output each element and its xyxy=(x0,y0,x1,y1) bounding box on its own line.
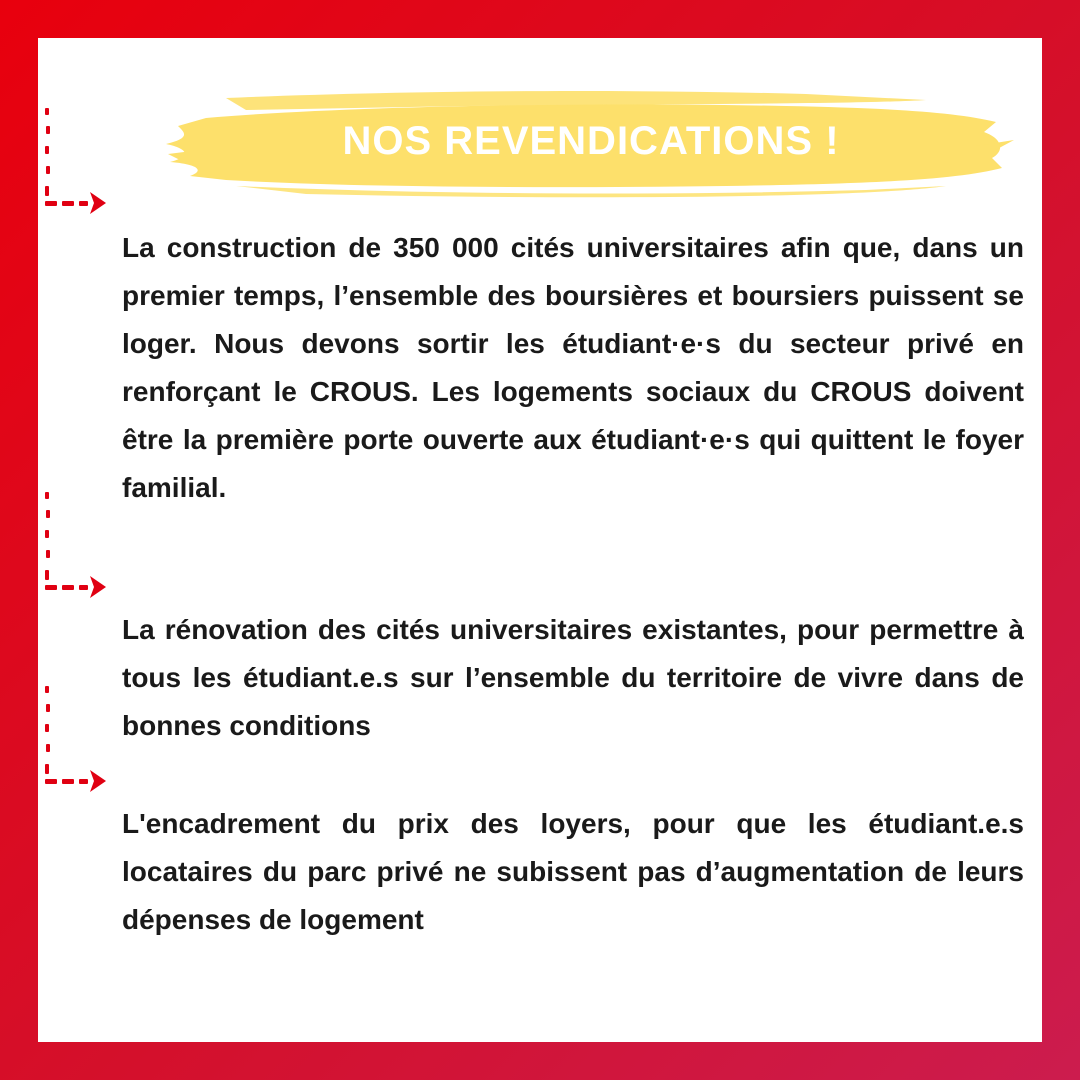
title-banner xyxy=(166,88,1016,198)
demand-text: L'encadrement du prix des loyers, pour que les étudiant.e.s locataires du parc privé ne subissent pas d’augmentation de leurs dépenses de logement xyxy=(122,808,1024,935)
dashed-arrow-icon xyxy=(38,490,118,610)
demand-text: La construction de 350 000 cités universitaires afin que, dans un premier temps, l’ensemble des boursières et boursiers puissent se loger. Nous devons sortir les étudiant·e·s du secteur privé en renforçant le CROUS. Les logements sociaux du CROUS doivent être la première porte ouverte aux étudiant·e·s qui quittent le foyer familial. xyxy=(122,232,1024,503)
dashed-arrow-icon xyxy=(38,106,118,226)
content-card xyxy=(38,38,1042,1042)
page-title: NOS REVENDICATIONS ! xyxy=(342,119,840,163)
dashed-arrow-icon xyxy=(38,684,118,804)
demand-text: La rénovation des cités universitaires existantes, pour permettre à tous les étudiant.e.s sur l’ensemble du territoire de vivre dans de bonnes conditions xyxy=(122,614,1024,741)
